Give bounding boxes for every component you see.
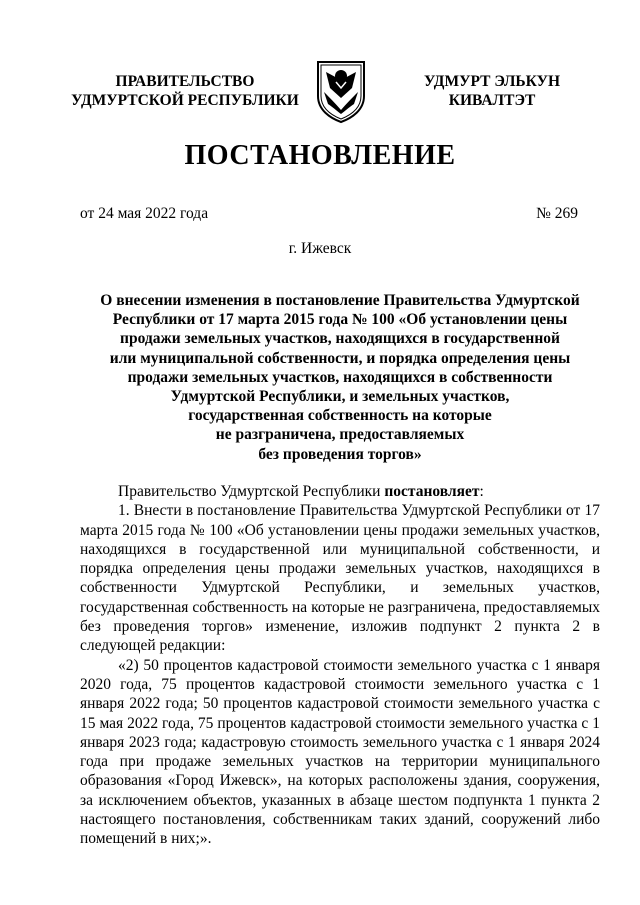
subject-line: продажи земельных участков, находящихся в собственности — [127, 368, 553, 386]
subject-line: О внесении изменения в постановление Правительства Удмуртской — [100, 292, 580, 309]
government-name-udmurt-line-1: УДМУРТ ЭЛЬКУН — [423, 73, 561, 90]
paragraph-2: «2) 50 процентов кадастровой стоимости земельного участка с 1 января 2020 года, 75 процентов кадастровой стоимости земельного участка с 1 января 2022 года; 50 процентов кадастровой стоимости земельного участка с 15 мая 2022 года, 75 процентов кадастровой стоимости земельного участка с 1 января 2023 года; кадастровую стоимость земельного участка с 1 января 2024 года при продаже земельных участков на территории муниципального образования «Город Ижевск», на которых расположены здания, сооружения, за исключением объектов, указанных в абзаце шестом подпункта 1 пункта 2 настоящего постановления, собственникам таких зданий, сооружений либо помещений в них;». — [80, 656, 600, 848]
document-subject — [90, 291, 590, 464]
subject-line: государственная собственность на которые — [188, 407, 492, 425]
government-name-russian — [60, 72, 310, 110]
document-body — [80, 482, 600, 849]
subject-line: не разграничена, предоставляемых — [215, 426, 465, 444]
paragraph-1: 1. Внести в постановление Правительства Удмуртской Республики от 17 марта 2015 года № 100 «Об установлении цены продажи земельных участков, находящихся в государственной или муниципальной собственности, и порядка определения цены продажи земельных участков, находящихся в собственности Удмуртской Республики, и земельных участков, государственная собственность на которые не разграничена, предоставляемых без проведения торгов» изменение, изложив подпункт 2 пункта 2 в следующей редакции: — [80, 502, 600, 655]
document-city: г. Ижевск — [288, 240, 352, 257]
subject-line: без проведения торгов» — [258, 445, 422, 463]
subject-line: Республики от 17 марта 2015 года № 100 «Об установлении цены — [112, 311, 568, 329]
intro-decree-word: постановляет — [384, 483, 480, 500]
document-number: № 269 — [536, 205, 578, 222]
intro-colon: : — [479, 483, 484, 500]
coat-of-arms-icon — [314, 58, 368, 124]
government-name-udmurt-line-2: КИВАЛТЭТ — [448, 92, 536, 109]
government-name-udmurt — [402, 72, 582, 110]
government-name-line-2: УДМУРТСКОЙ РЕСПУБЛИКИ — [71, 92, 299, 109]
subject-line: или муниципальной собственности, и порядка определения цены — [109, 349, 571, 367]
subject-line: Удмуртской Республики, и земельных участков, — [170, 388, 510, 406]
intro-text: Правительство Удмуртской Республики — [118, 483, 385, 500]
document-date: от 24 мая 2022 года — [80, 205, 209, 222]
subject-line: продажи земельных участков, находящихся в государственной — [120, 330, 560, 348]
document-title: ПОСТАНОВЛЕНИЕ — [184, 140, 456, 171]
government-name-line-1: ПРАВИТЕЛЬСТВО — [115, 73, 255, 90]
intro-paragraph — [80, 482, 600, 501]
